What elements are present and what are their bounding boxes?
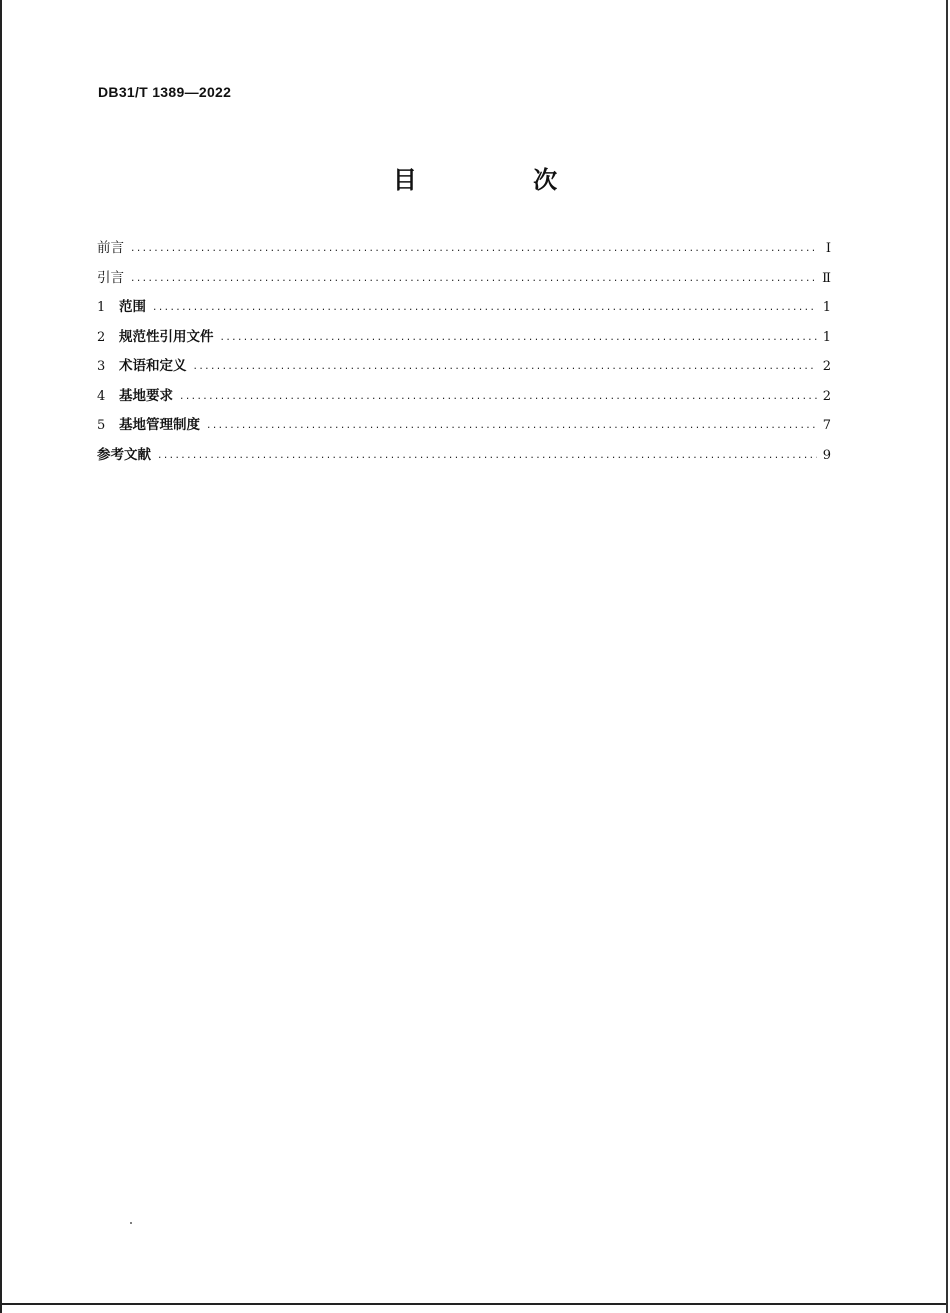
table-of-contents <box>97 236 831 472</box>
toc-entry-foreword[interactable] <box>97 236 831 266</box>
toc-entry-page: 1 <box>822 329 831 345</box>
toc-entry-number: 4 <box>97 388 106 404</box>
toc-leader-dots <box>130 244 817 254</box>
toc-entry-label: 规范性引用文件 <box>119 328 214 345</box>
toc-entry-page: 2 <box>822 359 831 374</box>
toc-entry-number: 3 <box>97 359 106 374</box>
document-code: DB31/T 1389—2022 <box>98 84 232 100</box>
toc-leader-dots <box>157 451 817 461</box>
toc-entry-label: 引言 <box>97 269 124 286</box>
toc-entry-bibliography[interactable] <box>97 443 831 473</box>
toc-leader-dots <box>152 303 817 313</box>
toc-entry-label: 基地要求 <box>119 387 173 404</box>
toc-title: 目 次 <box>392 166 612 194</box>
toc-entry-page: 7 <box>822 418 831 433</box>
toc-entry-base-requirements[interactable] <box>97 384 831 414</box>
toc-entry-page: 2 <box>822 388 831 404</box>
toc-entry-number: 1 <box>97 300 106 315</box>
toc-entry-number: 2 <box>97 329 106 345</box>
scan-edge-right <box>946 0 948 1313</box>
toc-entry-terms-definitions[interactable] <box>97 354 831 384</box>
toc-entry-label: 参考文献 <box>97 446 151 463</box>
scan-edge-bottom <box>0 1303 946 1305</box>
toc-entry-page: 1 <box>822 300 831 315</box>
toc-leader-dots <box>130 274 817 284</box>
scan-speck <box>130 1222 132 1224</box>
toc-entry-scope[interactable] <box>97 295 831 325</box>
toc-leader-dots <box>179 392 817 402</box>
toc-leader-dots <box>193 362 818 372</box>
toc-entry-introduction[interactable] <box>97 266 831 296</box>
toc-entry-page: Ⅰ <box>825 241 831 256</box>
toc-entry-management-system[interactable] <box>97 413 831 443</box>
toc-leader-dots <box>220 333 818 343</box>
toc-entry-page: Ⅱ <box>822 270 831 286</box>
toc-leader-dots <box>206 421 817 431</box>
toc-entry-page: 9 <box>822 447 831 463</box>
scan-edge-left <box>0 0 2 1313</box>
toc-entry-label: 前言 <box>97 240 124 256</box>
toc-entry-number: 5 <box>97 418 106 433</box>
toc-entry-label: 术语和定义 <box>119 358 187 374</box>
toc-entry-label: 基地管理制度 <box>119 417 200 433</box>
toc-entry-label: 范围 <box>119 299 146 315</box>
toc-entry-normative-references[interactable] <box>97 325 831 355</box>
